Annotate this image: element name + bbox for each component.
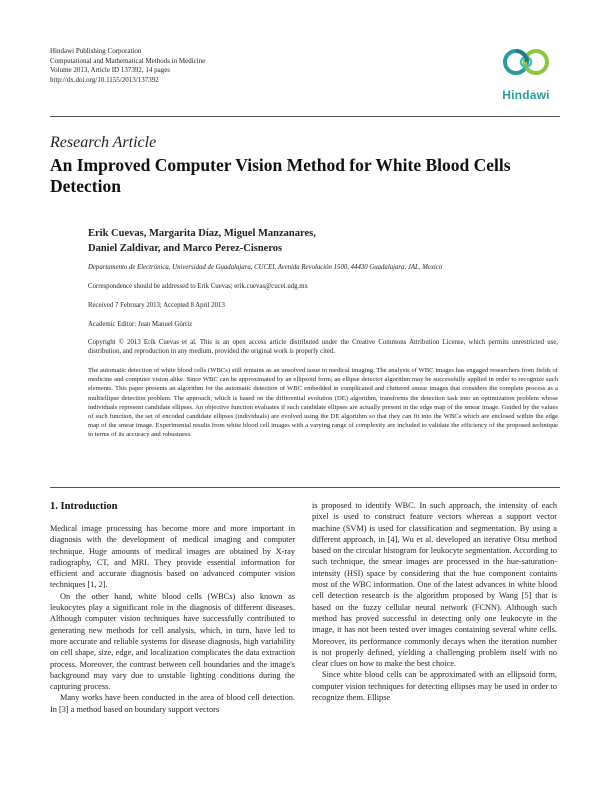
right-column [312,500,557,703]
author-list [88,226,558,256]
journal-name: Computational and Mathematical Methods in Medicine [50,56,206,65]
hindawi-logo-text: Hindawi [502,88,550,102]
paragraph: Since white blood cells can be approximated with an ellipsoid form, computer vision techniques for detecting ellipses may be used in order to recognize them. Ellipse [312,670,557,703]
article-title: An Improved Computer Vision Method for White Blood Cells Detection [50,155,511,196]
paragraph: Many works have been conducted in the area of blood cell detection. In [3] a method based on boundary support vectors [50,693,295,714]
correspondence: Correspondence should be addressed to Erik Cuevas; erik.cuevas@cucei.udg.mx [88,283,308,290]
publisher-name: Hindawi Publishing Corporation [50,47,142,55]
paragraph: Medical image processing has become more and more important in diagnosis with the development of medical imaging and computer technique. Huge amounts of medical images are obtained by X-ray radiography, CT, and MRI. They provide essential information for efficient and accurate diagnosis based on advanced computer vision techniques [1, 2]. [50,524,295,590]
journal-header [50,47,205,85]
paragraph: is proposed to identify WBC. In such approach, the intensity of each pixel is used to construct feature vectors whereas a support vector machine (SVM) is used for classification and segmentation. By using a different approach, in [4], Wu et al. developed an iterative Otsu method based on the circular histogram for leukocyte segmentation. According to such technique, the smear images are processed in the hue-saturation-intensity (HSI) space by considering that the hue component contains most of the WBC information. One of the latest advances in white blood cell detection research is the algorithm proposed by Wang [5] that is based on the fuzzy cellular neural network (FCNN). Although such method has proved successful in detecting only one leukocyte in the image, it has not been tested over images containing several white cells. Moreover, its performance commonly decays when the iteration number is not properly defined, yielding a challenging problem itself with no clear clues on how to make the best choice. [312,501,557,669]
paragraph: On the other hand, white blood cells (WBCs) also known as leukocytes play a significant role in the diagnosis of different diseases. Although computer vision techniques have successfully contributed to generating new methods for cell analysis, which, in turn, have led to more accurate and reliable systems for disease diagnosis, high variability on cell shape, size, edge, and localization complicates the data extraction process. Moreover, the contrast between cell boundaries and the image's background may vary due to unstable lighting conditions during the capturing process. [50,591,295,692]
authors-line-1: Erik Cuevas, Margarita Díaz, Miguel Manzanares, [88,228,316,239]
affiliation: Departamento de Electrónica, Universidad de Guadalajara, CUCEI, Avenida Revolución 1500, 44430 Guadalajara, JAL, Mexico [88,264,443,271]
left-column [50,500,295,715]
abstract-rule [50,487,560,488]
copyright-notice: Copyright © 2013 Erik Cuevas et al. This is an open access article distributed under the Creative Commons Attribution License, which permits unrestricted use, distribution, and reproduction in any medium, provided the original work is properly cited. [88,339,558,355]
authors-line-2: Daniel Zaldivar, and Marco Perez-Cisneros [88,243,283,254]
volume-info: Volume 2013, Article ID 137392, 14 pages [50,66,171,75]
article-type: Research Article [50,134,157,151]
abstract: The automatic detection of white blood cells (WBCs) still remains as an unsolved issue in medical imaging. The analysis of WBC images has engaged researchers from fields of medicine and computer vision alike. Since WBC can be approximated by an ellipsoid form, an ellipse detector algorithm may be successfully applied in order to recognize such elements. This paper presents an algorithm for the automatic detection of WBC embedded in complicated and cluttered smear images that considers the complete process as a multiellipse detection problem. The approach, which is based on the differential evolution (DE) algorithm, transforms the detection task into an optimization problem whose individuals represent candidate ellipses. An objective function evaluates if such candidate ellipses are actually present in the edge map of the smear image. Guided by the values of such function, the set of encoded candidate ellipses (individuals) are evolved using the DE algorithm so that they can fit into the WBCs which are enclosed within the edge map of the smear image. Experimental results from white blood cell images with a varying range of complexity are included to validate the efficiency of the proposed technique in terms of its accuracy and robustness. [88,367,558,439]
header-rule [50,116,560,117]
academic-editor: Academic Editor: Juan Manuel Górriz [88,321,193,328]
section-title: 1. Introduction [50,501,118,512]
received-dates: Received 7 February 2013; Accepted 8 April 2013 [88,302,225,309]
doi-link[interactable]: http://dx.doi.org/10.1155/2013/137392 [50,75,159,84]
